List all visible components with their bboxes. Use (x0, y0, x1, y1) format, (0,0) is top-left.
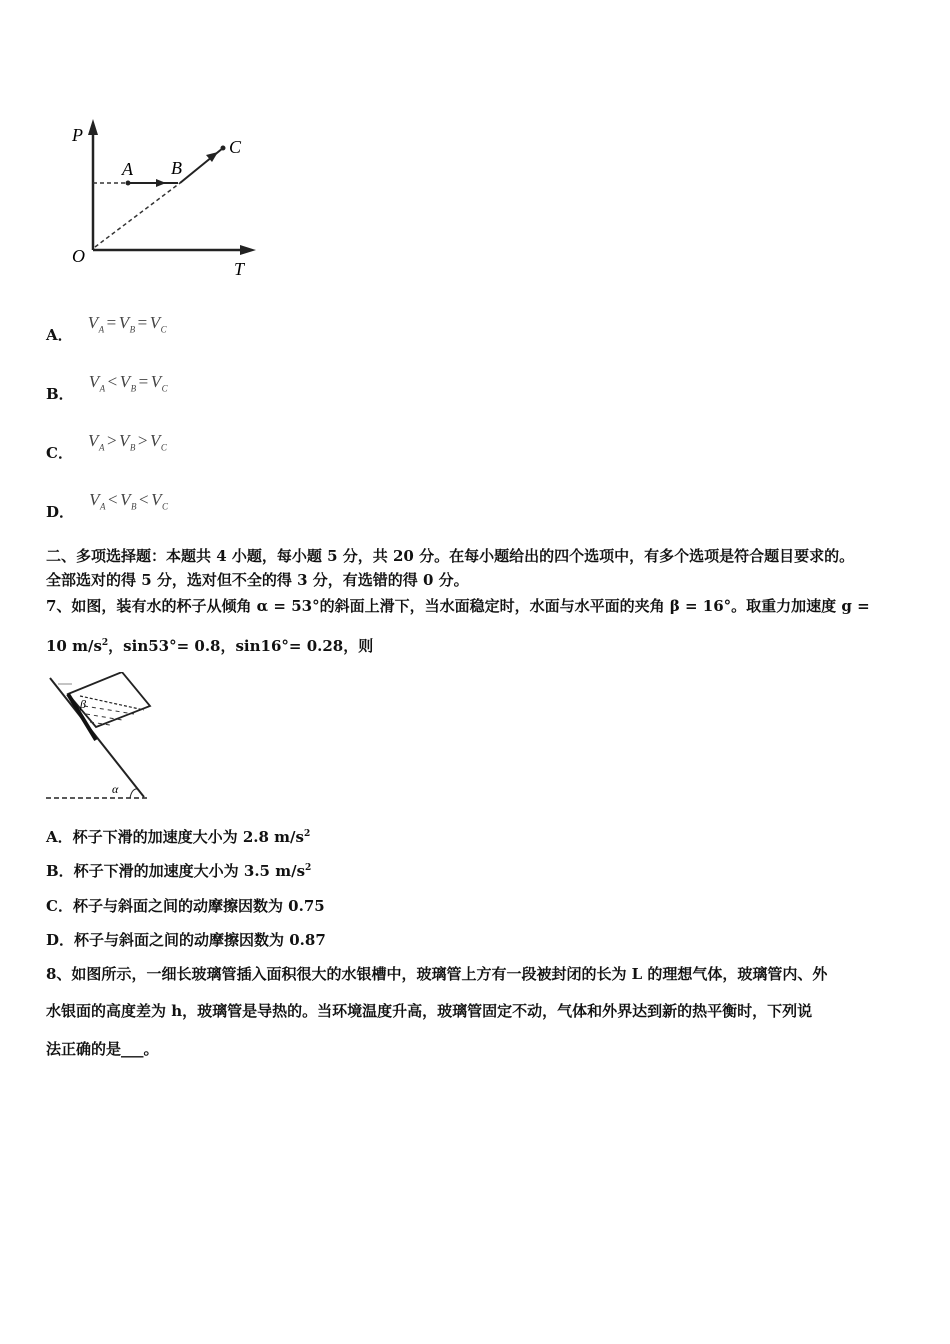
q7-option-a[interactable]: A．杯子下滑的加速度大小为 2.8 $m/s^2$ (46, 828, 311, 846)
water-surface (80, 696, 144, 710)
point-a-label: A (122, 159, 133, 179)
origin-label: O (72, 246, 85, 266)
section-2-line2: 全部选对的得 5 分，选对但不全的得 3 分，有选错的得 0 分。 (46, 571, 469, 589)
q7-stem-line2: 10 $m/s^2$，sin53°= 0.8，sin16°= 0.28，则 (46, 637, 374, 655)
formula: $V_A > V_B > V_C$ (88, 431, 168, 453)
formula: $V_A < V_B < V_C$ (89, 490, 169, 512)
q7-stem-line1: 7、如图，装有水的杯子从倾角 α = 53°的斜面上滑下，当水面稳定时，水面与水平面的夹角 β = 16°。取重力加速度 g = (46, 597, 870, 615)
q7-incline-figure (44, 672, 164, 804)
q6-option-c[interactable] (46, 430, 168, 462)
pt-graph (60, 115, 270, 285)
dashed-origin-line (95, 183, 180, 247)
option-label: D． (46, 503, 75, 521)
formula: $V_A = V_B = V_C$ (87, 313, 168, 335)
p-axis-label: P (72, 125, 83, 145)
formula: $V_A < V_B = V_C$ (88, 372, 169, 394)
point-a-dot (126, 181, 131, 186)
p-axis-arrow (88, 119, 98, 135)
point-c-dot (221, 146, 226, 151)
q7-option-b[interactable]: B．杯子下滑的加速度大小为 3.5 $m/s^2$ (46, 862, 312, 880)
beta-label: β (80, 697, 86, 711)
q7-option-c[interactable]: C．杯子与斜面之间的动摩擦因数为 0.75 (46, 897, 325, 915)
q6-option-d[interactable] (46, 489, 169, 521)
t-axis-label: T (234, 259, 245, 279)
section-2-heading (46, 544, 926, 592)
option-label: A． (46, 326, 73, 344)
point-c-label: C (229, 137, 242, 157)
alpha-label: α (112, 782, 119, 796)
arrow-a-b (156, 179, 166, 187)
option-label: B． (46, 385, 74, 403)
alpha-arc (130, 789, 138, 798)
q6-option-b[interactable] (46, 371, 169, 403)
q8-stem-line2: 水银面的高度差为 h，玻璃管是导热的。当环境温度升高，玻璃管固定不动，气体和外界达到新的热平衡时，下列说 (46, 1002, 813, 1020)
point-b-label: B (171, 158, 182, 178)
option-label: C． (46, 444, 73, 462)
incline-surface (50, 678, 144, 797)
q8-stem-line3: 法正确的是___。 (46, 1040, 159, 1058)
t-axis-arrow (240, 245, 256, 255)
section-2-line1: 二、多项选择题：本题共 4 小题，每小题 5 分，共 20 分。在每小题给出的四个选项中，有多个选项是符合题目要求的。 (46, 547, 855, 565)
water-hatch (84, 706, 134, 714)
q6-option-a[interactable] (46, 312, 168, 344)
q7-option-d[interactable]: D．杯子与斜面之间的动摩擦因数为 0.87 (46, 931, 326, 949)
q8-stem-line1: 8、如图所示，一细长玻璃管插入面积很大的水银槽中，玻璃管上方有一段被封闭的长为 L 的理想气体，玻璃管内、外 (46, 965, 828, 983)
